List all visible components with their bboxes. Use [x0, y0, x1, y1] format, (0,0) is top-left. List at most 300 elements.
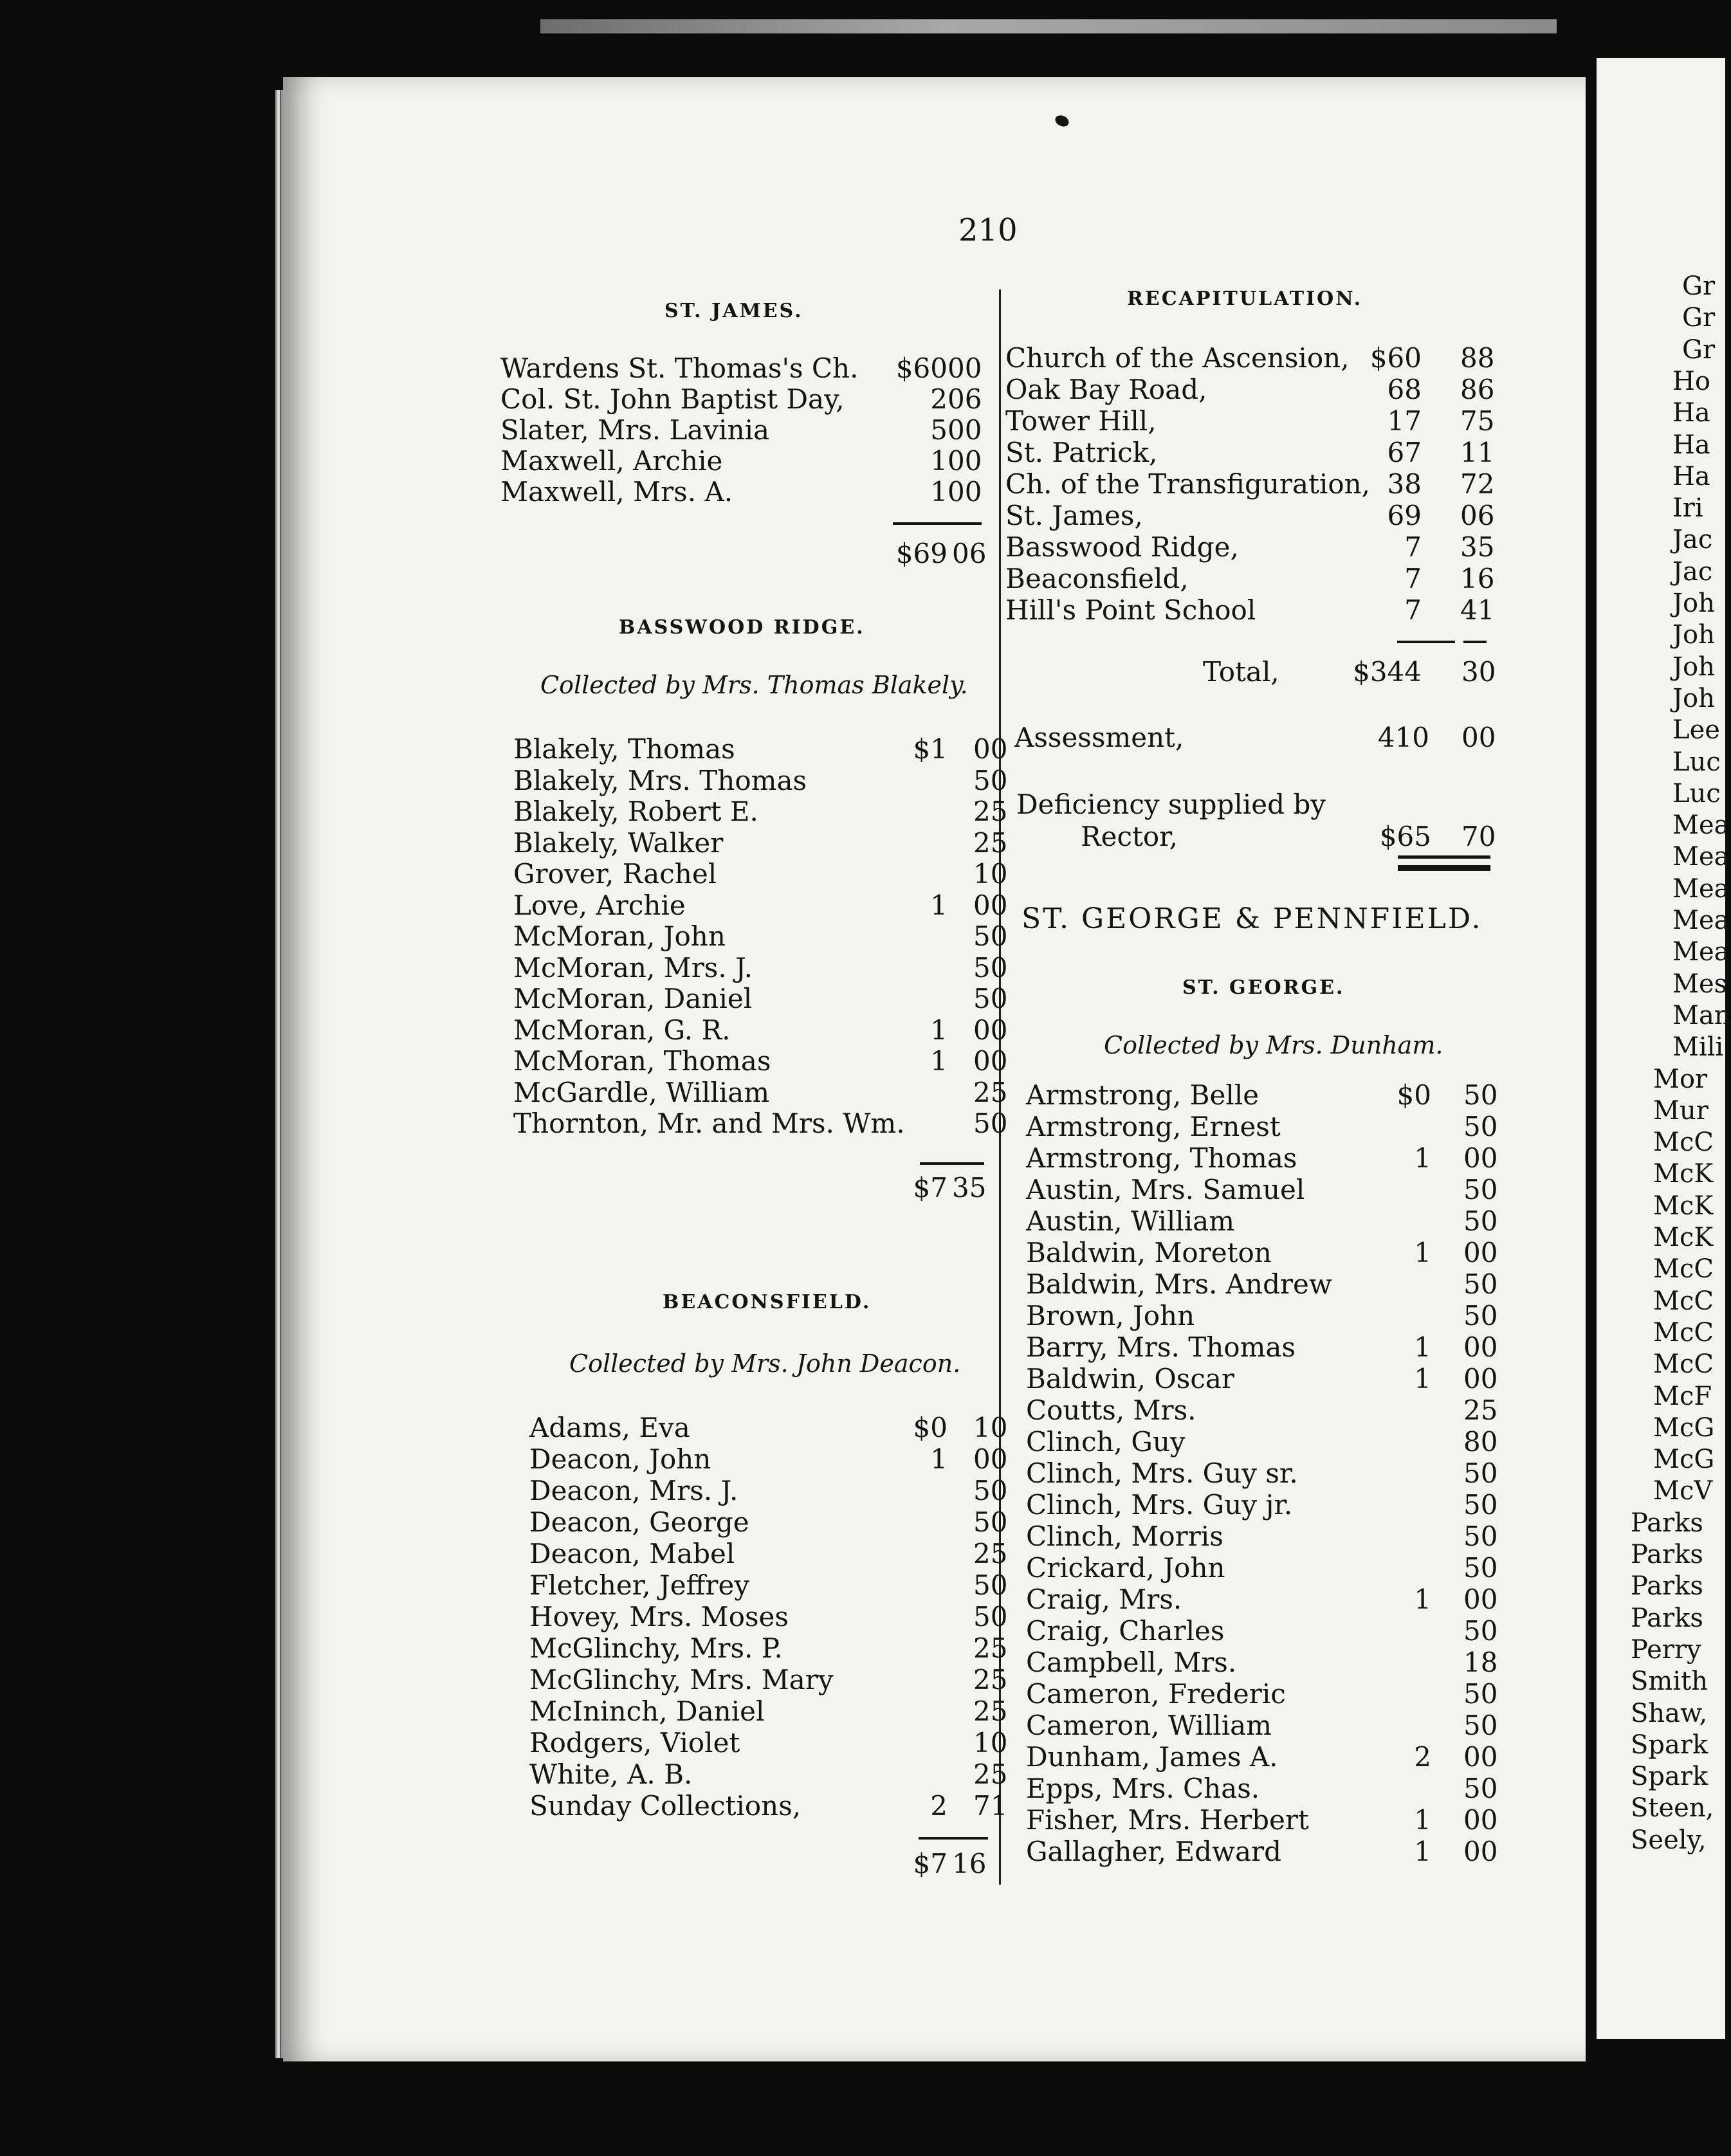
- next-page-fragment: Mea: [1672, 937, 1730, 967]
- next-page-fragment: Mes: [1672, 969, 1728, 999]
- entry-cents: 00: [1463, 1804, 1498, 1836]
- next-page-fragment: Joh: [1672, 589, 1715, 618]
- entry-cents: 50: [1463, 1489, 1498, 1521]
- list-item: [1026, 1300, 1496, 1332]
- entry-dollars: 5: [930, 414, 948, 446]
- entry-cents: 35: [1460, 531, 1495, 563]
- list-item: [513, 827, 1008, 859]
- list-item: [500, 414, 987, 446]
- list-item: [513, 733, 1008, 765]
- entry-dollars: 7: [1404, 563, 1422, 594]
- entry-name: Austin, William: [1026, 1205, 1235, 1237]
- entry-name: Fletcher, Jeffrey: [529, 1569, 750, 1601]
- list-item: [500, 352, 987, 385]
- list-item: [1026, 1584, 1496, 1616]
- list-item: [513, 1108, 1008, 1140]
- entry-dollars: 1: [930, 476, 948, 507]
- total-rule: [1463, 641, 1487, 643]
- entry-name: Baldwin, Mrs. Andrew: [1026, 1268, 1332, 1300]
- next-page-fragment: Ha: [1672, 430, 1710, 460]
- beaconsfield-heading: BEACONSFIELD.: [663, 1291, 872, 1313]
- next-page-fragment: Joh: [1672, 683, 1715, 713]
- list-item: [1026, 1142, 1496, 1174]
- entry-dollars: 1: [930, 1045, 948, 1077]
- next-page-fragment: McK: [1653, 1223, 1714, 1252]
- next-page-fragment: Mea: [1672, 842, 1730, 872]
- entry-cents: 00: [948, 476, 982, 507]
- entry-name: Cameron, William: [1026, 1710, 1272, 1741]
- list-item: [513, 951, 1008, 984]
- next-page-fragment: Smith: [1631, 1667, 1708, 1697]
- entry-cents: 41: [1460, 594, 1495, 626]
- double-rule: [1398, 855, 1490, 859]
- entry-name: Clinch, Morris: [1026, 1521, 1223, 1552]
- entry-name: Craig, Mrs.: [1026, 1584, 1182, 1615]
- next-page-fragment: Perry: [1631, 1634, 1701, 1665]
- next-page-fragment: McC: [1653, 1317, 1714, 1348]
- entry-cents: 00: [973, 1045, 1008, 1077]
- entry-name: Thornton, Mr. and Mrs. Wm.: [513, 1108, 905, 1139]
- list-item: [529, 1569, 1008, 1602]
- list-item: [529, 1759, 1008, 1791]
- entry-name: Barry, Mrs. Thomas: [1026, 1331, 1296, 1363]
- list-item: [1026, 1615, 1496, 1647]
- entry-name: Armstrong, Belle: [1026, 1079, 1259, 1111]
- entry-name: McMoran, Thomas: [513, 1045, 771, 1077]
- assessment-dollars: 410: [1377, 722, 1429, 753]
- st-george-collector: Collected by Mrs. Dunham.: [1104, 1031, 1443, 1059]
- entry-cents: 50: [1463, 1521, 1498, 1552]
- st-george-pennfield-heading: ST. GEORGE & PENNFIELD.: [1021, 902, 1483, 935]
- list-item: [1026, 1773, 1496, 1805]
- next-page-fragment: McG: [1653, 1412, 1715, 1443]
- entry-dollars: 1: [1414, 1363, 1431, 1394]
- entry-name: Maxwell, Mrs. A.: [500, 476, 733, 507]
- entry-cents: 50: [1463, 1300, 1498, 1331]
- entry-name: Oak Bay Road,: [1005, 374, 1207, 405]
- entry-name: Deacon, Mrs. J.: [529, 1475, 738, 1506]
- entry-name: McGlinchy, Mrs. Mary: [529, 1664, 834, 1695]
- next-page-fragment: McK: [1653, 1159, 1714, 1189]
- entry-dollars: $0: [1397, 1079, 1431, 1111]
- entry-cents: 10: [973, 1412, 1008, 1443]
- next-page-fragment: Joh: [1672, 620, 1715, 650]
- list-item: [1026, 1804, 1496, 1836]
- list-item: [1026, 1647, 1496, 1679]
- entry-cents: 25: [973, 827, 1008, 859]
- total-cents: 30: [1461, 656, 1496, 688]
- next-page-fragment: Ho: [1672, 366, 1710, 396]
- entry-dollars: 1: [930, 1443, 948, 1475]
- entry-cents: 00: [948, 445, 982, 477]
- total-label: Total,: [1203, 656, 1279, 688]
- list-item: [500, 383, 987, 416]
- entry-dollars: 1: [930, 445, 948, 477]
- entry-cents: 50: [973, 1569, 1008, 1601]
- entry-name: McGardle, William: [513, 1076, 770, 1108]
- next-page-fragment: Ha: [1672, 398, 1710, 428]
- list-item: [1026, 1489, 1496, 1521]
- entry-name: Wardens St. Thomas's Ch.: [500, 352, 859, 384]
- entry-dollars: 1: [1414, 1237, 1431, 1268]
- next-page-fragment: Jac: [1672, 525, 1713, 555]
- list-item: [529, 1506, 1008, 1539]
- entry-name: Maxwell, Archie: [500, 445, 723, 477]
- entry-name: Rodgers, Violet: [529, 1727, 740, 1759]
- entry-name: Austin, Mrs. Samuel: [1026, 1174, 1305, 1205]
- entry-name: Grover, Rachel: [513, 858, 717, 890]
- entry-cents: 00: [973, 733, 1008, 765]
- total-dollars: $69: [895, 538, 948, 569]
- total-cents: 35: [952, 1172, 987, 1203]
- page-number: 210: [958, 212, 1018, 248]
- deficiency-dollars: $65: [1379, 821, 1431, 852]
- list-item: [529, 1664, 1008, 1696]
- entry-cents: 50: [1463, 1268, 1498, 1300]
- entry-cents: 50: [1463, 1552, 1498, 1584]
- entry-dollars: $0: [913, 1412, 948, 1443]
- list-item: [1005, 342, 1496, 374]
- next-page-fragment: Luc: [1672, 747, 1721, 777]
- entry-name: McMoran, Mrs. J.: [513, 951, 753, 983]
- list-item: [529, 1727, 1008, 1759]
- list-item: [513, 889, 1008, 922]
- entry-name: St. Patrick,: [1005, 437, 1158, 468]
- list-item: [1026, 1710, 1496, 1742]
- entry-name: Craig, Charles: [1026, 1615, 1225, 1647]
- double-rule: [1398, 865, 1490, 871]
- recap-heading: RECAPITULATION.: [1127, 288, 1363, 310]
- entry-name: Blakely, Robert E.: [513, 796, 758, 827]
- list-item: [1026, 1836, 1496, 1868]
- entry-name: McMoran, John: [513, 920, 726, 952]
- entry-dollars: 38: [1387, 468, 1422, 500]
- beaconsfield-total: [891, 1848, 987, 1880]
- list-item: [529, 1538, 1008, 1570]
- total-dollars: $7: [913, 1172, 948, 1203]
- entry-cents: 50: [973, 951, 1008, 983]
- entry-name: Clinch, Guy: [1026, 1426, 1186, 1457]
- entry-cents: 50: [973, 1601, 1008, 1632]
- list-item: [529, 1695, 1008, 1728]
- next-page-fragment: Gr: [1682, 271, 1716, 301]
- entry-dollars: 2: [1414, 1741, 1431, 1773]
- list-item: [513, 1076, 1008, 1109]
- entry-name: Blakely, Walker: [513, 827, 724, 859]
- entry-name: White, A. B.: [529, 1759, 693, 1790]
- entry-cents: 00: [948, 352, 982, 384]
- entry-name: Brown, John: [1026, 1300, 1195, 1331]
- next-page-fragment: McC: [1653, 1128, 1714, 1158]
- entry-name: Deacon, George: [529, 1506, 749, 1538]
- list-item: [1026, 1205, 1496, 1238]
- beaconsfield-collector: Collected by Mrs. John Deacon.: [569, 1349, 961, 1378]
- total-rule: [893, 522, 982, 525]
- next-page-fragment: Seely,: [1631, 1825, 1707, 1855]
- list-item: [1005, 405, 1496, 437]
- entry-name: Sunday Collections,: [529, 1790, 801, 1822]
- entry-dollars: 17: [1387, 405, 1422, 437]
- entry-cents: 50: [973, 764, 1008, 796]
- list-item: [513, 920, 1008, 953]
- list-item: [1005, 468, 1496, 500]
- list-item: [1026, 1552, 1496, 1584]
- entry-name: Armstrong, Thomas: [1026, 1142, 1297, 1174]
- next-page-fragment: Gr: [1682, 303, 1716, 333]
- entry-cents: 50: [1463, 1174, 1498, 1205]
- list-item: [529, 1632, 1008, 1665]
- entry-cents: 80: [1463, 1426, 1498, 1457]
- list-item: [1026, 1268, 1496, 1301]
- list-item: [1005, 563, 1496, 595]
- entry-name: Blakely, Thomas: [513, 733, 735, 765]
- next-page-fragment: Ha: [1672, 461, 1710, 491]
- deficiency-label: Deficiency supplied by: [1016, 789, 1326, 820]
- entry-name: Blakely, Mrs. Thomas: [513, 764, 807, 796]
- next-page-fragment: Spark: [1631, 1762, 1708, 1792]
- list-item: [1026, 1174, 1496, 1206]
- deficiency-row-1: [1016, 789, 1496, 821]
- entry-cents: 00: [1463, 1237, 1498, 1268]
- total-dollars: $7: [913, 1848, 948, 1879]
- entry-cents: 72: [1460, 468, 1495, 500]
- entry-name: Clinch, Mrs. Guy sr.: [1026, 1457, 1298, 1489]
- basswood-total: [891, 1172, 987, 1204]
- list-item: [1026, 1457, 1496, 1490]
- book-top-edge: [540, 19, 1557, 33]
- entry-dollars: 68: [1387, 374, 1422, 405]
- next-page-fragment: Spark: [1631, 1730, 1708, 1760]
- list-item: [513, 796, 1008, 828]
- entry-cents: 00: [973, 1014, 1008, 1046]
- entry-cents: 10: [973, 1727, 1008, 1759]
- entry-name: McMoran, Daniel: [513, 983, 753, 1014]
- entry-dollars: 1: [930, 889, 948, 921]
- next-page-fragment: Parks: [1631, 1603, 1703, 1633]
- entry-dollars: $60: [895, 352, 948, 384]
- entry-dollars: 67: [1387, 437, 1422, 468]
- entry-name: Col. St. John Baptist Day,: [500, 383, 845, 415]
- total-rule: [919, 1837, 988, 1840]
- entry-dollars: $60: [1369, 342, 1422, 374]
- next-page-fragment: Jac: [1672, 556, 1713, 587]
- entry-cents: 00: [1463, 1584, 1498, 1615]
- entry-cents: 00: [973, 889, 1008, 921]
- entry-cents: 00: [1463, 1331, 1498, 1363]
- list-item: [529, 1601, 1008, 1633]
- total-dollars: $344: [1353, 656, 1422, 688]
- next-page-fragment: McG: [1653, 1445, 1715, 1475]
- next-page-fragment: Lee: [1672, 715, 1720, 745]
- list-item: [1026, 1363, 1496, 1395]
- next-page-fragment: Steen,: [1631, 1793, 1714, 1823]
- entry-name: McGlinchy, Mrs. P.: [529, 1632, 783, 1664]
- entry-name: Armstrong, Ernest: [1026, 1111, 1281, 1142]
- list-item: [500, 445, 987, 477]
- list-item: [513, 764, 1008, 797]
- entry-cents: 25: [973, 1538, 1008, 1569]
- entry-dollars: 1: [930, 1014, 948, 1046]
- deficiency-label-cont: Rector,: [1081, 821, 1178, 852]
- entry-cents: 50: [1463, 1079, 1498, 1111]
- recap-total-row: [1007, 656, 1496, 688]
- st-george-heading: ST. GEORGE.: [1182, 976, 1345, 999]
- list-item: [1005, 594, 1496, 626]
- list-item: [1026, 1237, 1496, 1269]
- entry-name: Epps, Mrs. Chas.: [1026, 1773, 1260, 1804]
- deficiency-row-2: [1016, 821, 1496, 853]
- entry-name: Slater, Mrs. Lavinia: [500, 414, 770, 446]
- list-item: [500, 476, 987, 508]
- entry-cents: 25: [973, 1695, 1008, 1727]
- entry-name: Deacon, John: [529, 1443, 711, 1475]
- next-page-fragment: Parks: [1631, 1540, 1703, 1569]
- entry-name: Baldwin, Moreton: [1026, 1237, 1272, 1268]
- entry-name: Coutts, Mrs.: [1026, 1394, 1196, 1426]
- entry-name: Crickard, John: [1026, 1552, 1225, 1584]
- assessment-row: [1014, 722, 1496, 754]
- entry-cents: 16: [1460, 563, 1495, 594]
- entry-name: Baldwin, Oscar: [1026, 1363, 1234, 1394]
- list-item: [1005, 531, 1496, 563]
- next-page-fragment: Mea: [1672, 873, 1730, 904]
- entry-name: McIninch, Daniel: [529, 1695, 765, 1727]
- entry-dollars: 1: [1414, 1836, 1431, 1867]
- entry-name: Ch. of the Transfiguration,: [1005, 468, 1370, 500]
- entry-name: Hovey, Mrs. Moses: [529, 1601, 789, 1632]
- assessment-label: Assessment,: [1014, 722, 1184, 753]
- next-page-fragment: Joh: [1672, 652, 1715, 682]
- entry-name: McMoran, G. R.: [513, 1014, 731, 1046]
- list-item: [1026, 1678, 1496, 1710]
- entry-dollars: $1: [913, 733, 948, 765]
- entry-cents: 00: [1463, 1142, 1498, 1174]
- assessment-cents: 00: [1461, 722, 1496, 753]
- list-item: [1026, 1521, 1496, 1553]
- next-page-fragment: McC: [1653, 1254, 1714, 1284]
- list-item: [1026, 1426, 1496, 1458]
- next-page-fragment: McV: [1653, 1476, 1713, 1506]
- next-page-fragment: Iri: [1672, 493, 1703, 524]
- next-page-fragment: McF: [1653, 1381, 1712, 1411]
- total-rule: [920, 1162, 984, 1165]
- entry-cents: 25: [973, 1664, 1008, 1695]
- entry-dollars: 1: [1414, 1331, 1431, 1363]
- next-page-fragment: Luc: [1672, 778, 1721, 808]
- entry-dollars: 7: [1404, 594, 1422, 626]
- entry-cents: 11: [1460, 437, 1495, 468]
- entry-cents: 00: [1463, 1741, 1498, 1773]
- entry-name: Church of the Ascension,: [1005, 342, 1350, 374]
- list-item: [1026, 1111, 1496, 1143]
- next-page-fragment: Mor: [1653, 1064, 1708, 1094]
- entry-cents: 86: [1460, 374, 1495, 405]
- entry-dollars: 1: [1414, 1142, 1431, 1174]
- entry-cents: 00: [973, 1443, 1008, 1475]
- entry-cents: 50: [973, 983, 1008, 1014]
- entry-cents: 25: [1463, 1394, 1498, 1426]
- list-item: [529, 1443, 1008, 1475]
- entry-name: Beaconsfield,: [1005, 563, 1189, 594]
- total-cents: 16: [952, 1848, 987, 1879]
- entry-dollars: 7: [1404, 531, 1422, 563]
- entry-cents: 50: [1463, 1710, 1498, 1741]
- entry-cents: 50: [1463, 1111, 1498, 1142]
- entry-cents: 00: [948, 414, 982, 446]
- list-item: [513, 1014, 1008, 1046]
- list-item: [1026, 1079, 1496, 1111]
- entry-cents: 50: [973, 1506, 1008, 1538]
- entry-cents: 00: [1463, 1836, 1498, 1867]
- entry-name: St. James,: [1005, 500, 1143, 531]
- next-page-fragment: McC: [1653, 1349, 1714, 1380]
- next-page-fragment: McC: [1653, 1286, 1714, 1316]
- deficiency-cents: 70: [1461, 821, 1496, 852]
- entry-cents: 75: [1460, 405, 1495, 437]
- entry-name: Deacon, Mabel: [529, 1538, 735, 1569]
- next-page-fragment: Shaw,: [1631, 1698, 1708, 1728]
- entry-name: Clinch, Mrs. Guy jr.: [1026, 1489, 1293, 1521]
- entry-name: Tower Hill,: [1005, 405, 1157, 437]
- entry-cents: 25: [973, 1759, 1008, 1790]
- entry-cents: 50: [973, 1475, 1008, 1506]
- next-page-fragment: Mur: [1653, 1095, 1708, 1126]
- entry-name: Cameron, Frederic: [1026, 1678, 1286, 1710]
- entry-name: Dunham, James A.: [1026, 1741, 1278, 1773]
- entry-cents: 50: [973, 920, 1008, 952]
- entry-dollars: 2: [930, 383, 948, 415]
- entry-cents: 25: [973, 796, 1008, 827]
- st-james-heading: ST. JAMES.: [664, 300, 803, 322]
- list-item: [529, 1475, 1008, 1507]
- next-page-fragment: Parks: [1631, 1508, 1703, 1538]
- entry-cents: 18: [1463, 1647, 1498, 1678]
- next-page-fragment: McK: [1653, 1191, 1714, 1221]
- entry-cents: 50: [973, 1108, 1008, 1139]
- list-item: [513, 858, 1008, 890]
- next-page-fragment: Parks: [1631, 1571, 1703, 1602]
- list-item: [1005, 374, 1496, 406]
- list-item: [529, 1790, 1008, 1822]
- next-page-fragment: Man: [1672, 1000, 1731, 1030]
- list-item: [1026, 1741, 1496, 1773]
- list-item: [1026, 1331, 1496, 1364]
- list-item: [513, 983, 1008, 1015]
- total-cents: 06: [952, 538, 987, 569]
- entry-cents: 25: [973, 1632, 1008, 1664]
- next-page-fragment: Mili: [1672, 1032, 1724, 1063]
- basswood-heading: BASSWOOD RIDGE.: [619, 616, 865, 639]
- list-item: [1005, 500, 1496, 532]
- entry-cents: 00: [1463, 1363, 1498, 1394]
- entry-cents: 50: [1463, 1615, 1498, 1647]
- entry-name: Adams, Eva: [529, 1412, 690, 1443]
- next-page-fragment: Gr: [1682, 334, 1716, 365]
- entry-dollars: 69: [1387, 500, 1422, 531]
- entry-cents: 50: [1463, 1457, 1498, 1489]
- entry-name: Hill's Point School: [1005, 594, 1256, 626]
- list-item: [513, 1045, 1008, 1077]
- entry-name: Love, Archie: [513, 889, 686, 921]
- entry-name: Gallagher, Edward: [1026, 1836, 1281, 1867]
- entry-dollars: 2: [930, 1790, 948, 1822]
- entry-cents: 50: [1463, 1678, 1498, 1710]
- entry-dollars: 1: [1414, 1584, 1431, 1615]
- entry-dollars: 1: [1414, 1804, 1431, 1836]
- entry-cents: 06: [948, 383, 982, 415]
- entry-cents: 10: [973, 858, 1008, 890]
- next-page-fragment: Mea: [1672, 906, 1730, 935]
